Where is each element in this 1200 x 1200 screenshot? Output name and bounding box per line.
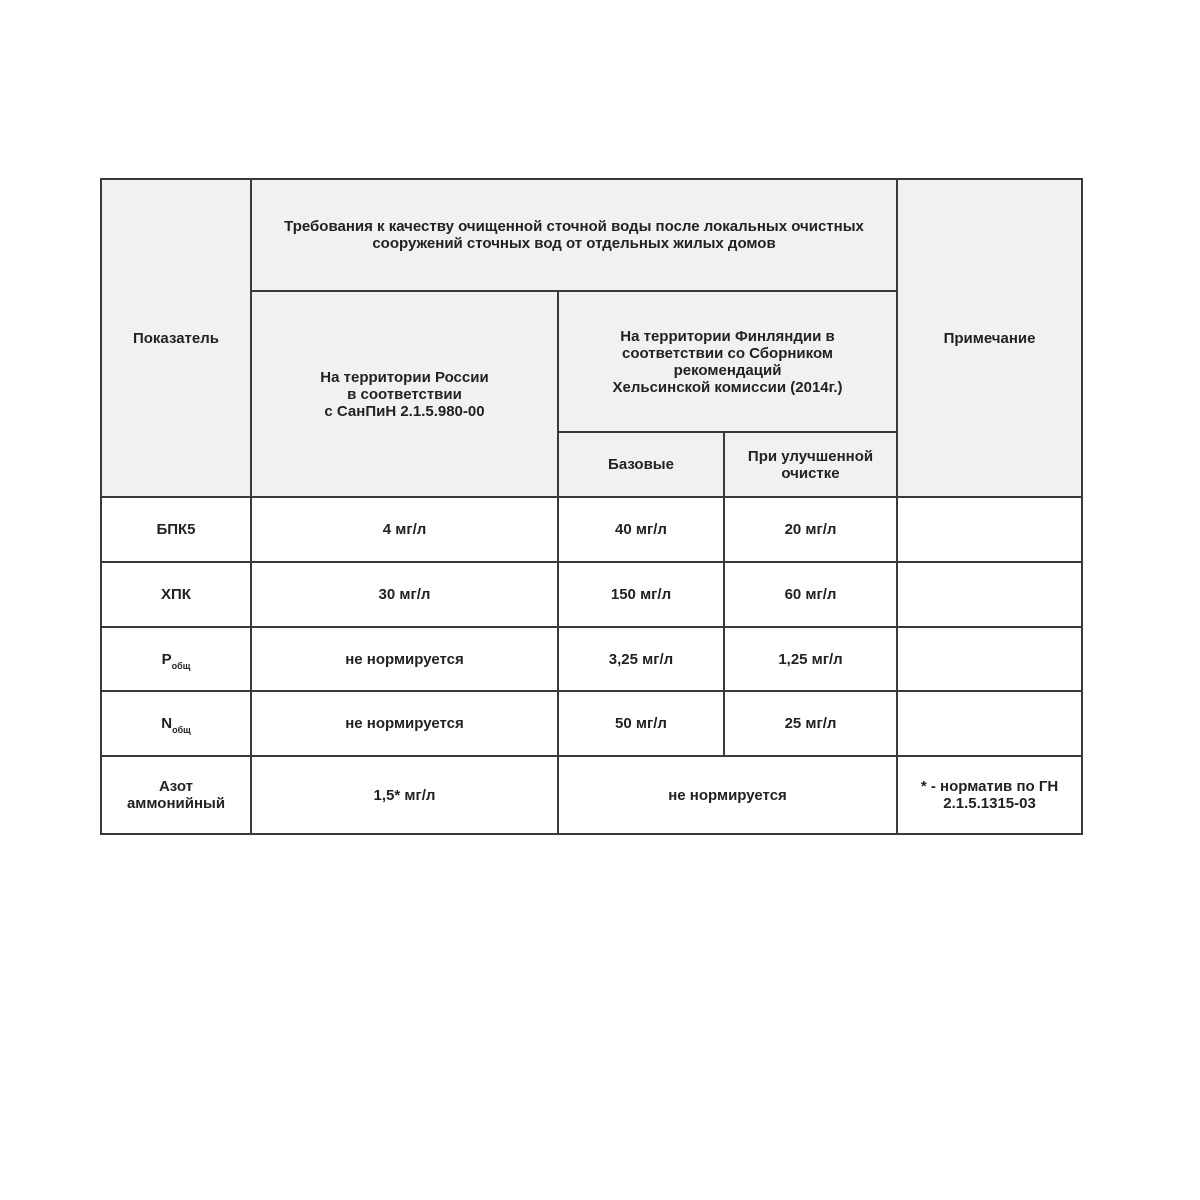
cell-russia: 30 мг/л (251, 562, 558, 627)
table-row (101, 562, 1082, 627)
cell-russia: 4 мг/л (251, 497, 558, 562)
cell-basic: 3,25 мг/л (558, 627, 724, 691)
table-row (101, 691, 1082, 756)
cell-finland-merged: не нормируется (558, 756, 897, 834)
cell-indicator: $N_{общ}$ (101, 691, 251, 756)
cell-improved: 60 мг/л (724, 562, 897, 627)
header-improved: При улучшенной очистке (724, 432, 897, 497)
cell-russia: 1,5* мг/л (251, 756, 558, 834)
cell-indicator: Азот аммонийный (101, 756, 251, 834)
cell-improved: 1,25 мг/л (724, 627, 897, 691)
cell-basic: 150 мг/л (558, 562, 724, 627)
cell-russia: не нормируется (251, 627, 558, 691)
water-quality-table (100, 178, 1083, 835)
cell-note (897, 627, 1082, 691)
header-row-1 (101, 179, 1082, 291)
cell-indicator: ХПК (101, 562, 251, 627)
cell-basic: 50 мг/л (558, 691, 724, 756)
cell-note: * - норматив по ГН 2.1.5.1315-03 (897, 756, 1082, 834)
cell-note (897, 562, 1082, 627)
table-row (101, 756, 1082, 834)
cell-improved: 25 мг/л (724, 691, 897, 756)
cell-note (897, 691, 1082, 756)
cell-indicator: $P_{общ}$ (101, 627, 251, 691)
cell-indicator: БПК5 (101, 497, 251, 562)
cell-basic: 40 мг/л (558, 497, 724, 562)
cell-russia: не нормируется (251, 691, 558, 756)
header-requirements: Требования к качеству очищенной сточной воды после локальных очистных сооружений сточных вод от отдельных жилых домов (251, 179, 897, 291)
header-russia: На территории России в соответствии с СанПиН 2.1.5.980-00 (251, 291, 558, 497)
table-row (101, 627, 1082, 691)
header-indicator: Показатель (101, 179, 251, 497)
header-note: Примечание (897, 179, 1082, 497)
table-row (101, 497, 1082, 562)
cell-improved: 20 мг/л (724, 497, 897, 562)
header-finland: На территории Финляндии в соответствии со Сборником рекомендаций Хельсинской комиссии (2014г.) (558, 291, 897, 432)
cell-note (897, 497, 1082, 562)
header-basic: Базовые (558, 432, 724, 497)
